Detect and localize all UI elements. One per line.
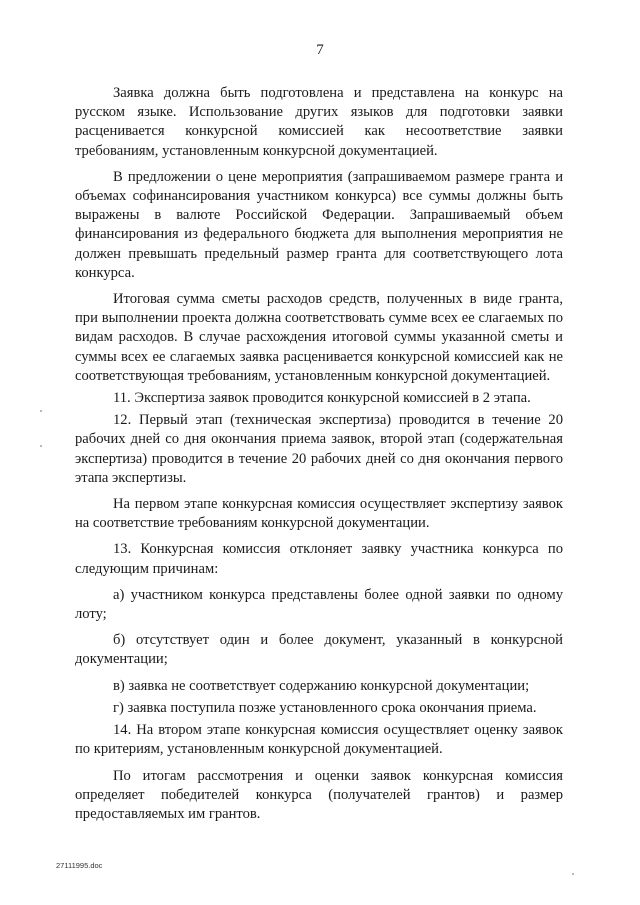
reason-a: а) участником конкурса представлены более одной заявки по одному лоту; <box>75 586 563 623</box>
reason-b: б) отсутствует один и более документ, указанный в конкурсной документации; <box>75 632 563 668</box>
scan-speck <box>572 873 574 875</box>
clause-11: 11. Экспертиза заявок проводится конкурсной комиссией в 2 этапа. <box>113 390 531 407</box>
scan-speck <box>40 445 42 447</box>
clause-12: 12. Первый этап (техническая экспертиза) проводится в течение 20 рабочих дней со дня окончания приема заявок, второй этап (содержательная экспертиза) проводится в течение 20 рабочих дней со дня окончания первого этапа экспертизы. <box>75 412 563 486</box>
paragraph-price-offer: В предложении о цене мероприятия (запрашиваемом размере гранта и объемах софинансирования участником конкурса) все суммы должны быть выражены в валюте Российской Федерации. Запрашиваемый объем финансирования из федерального бюджета для выполнения мероприятия не должен превышать предельный размер гранта для соответствующего лота конкурса. <box>75 168 563 281</box>
document-body <box>75 84 563 831</box>
paragraph-winners: По итогам рассмотрения и оценки заявок конкурсная комиссия определяет победителей конкурса (получателей грантов) и размер предоставляемых им грантов. <box>75 767 563 822</box>
paragraph-budget-total: Итоговая сумма сметы расходов средств, полученных в виде гранта, при выполнении проекта должна соответствовать сумме всех ее слагаемых по видам расходов. В случае расхождения итоговой суммы указанной сметы и суммы всех ее слагаемых заявка расценивается конкурсной комиссией как не соответствующая требованиям, установленным конкурсной документацией. <box>75 291 563 384</box>
paragraph-language: Заявка должна быть подготовлена и представлена на конкурс на русском языке. Использование других языков для подготовки заявки расценивается конкурсной комиссией как несоответствие заявки требованиям, установленным конкурсной документацией. <box>75 85 563 159</box>
clause-14: 14. На втором этапе конкурсная комиссия осуществляет оценку заявок по критериям, установленным конкурсной документацией. <box>75 722 563 758</box>
reason-d: г) заявка поступила позже установленного срока окончания приема. <box>113 699 537 716</box>
reason-c: в) заявка не соответствует содержанию конкурсной документации; <box>113 677 530 694</box>
paragraph-first-stage: На первом этапе конкурсная комиссия осуществляет экспертизу заявок на соответствие требованиям конкурсной документации. <box>75 496 563 532</box>
footer-filename: 27111995.doc <box>56 861 103 870</box>
clause-13: 13. Конкурсная комиссия отклоняет заявку участника конкурса по следующим причинам: <box>75 541 563 577</box>
scan-speck <box>40 410 42 412</box>
page-number: 7 <box>316 42 324 58</box>
